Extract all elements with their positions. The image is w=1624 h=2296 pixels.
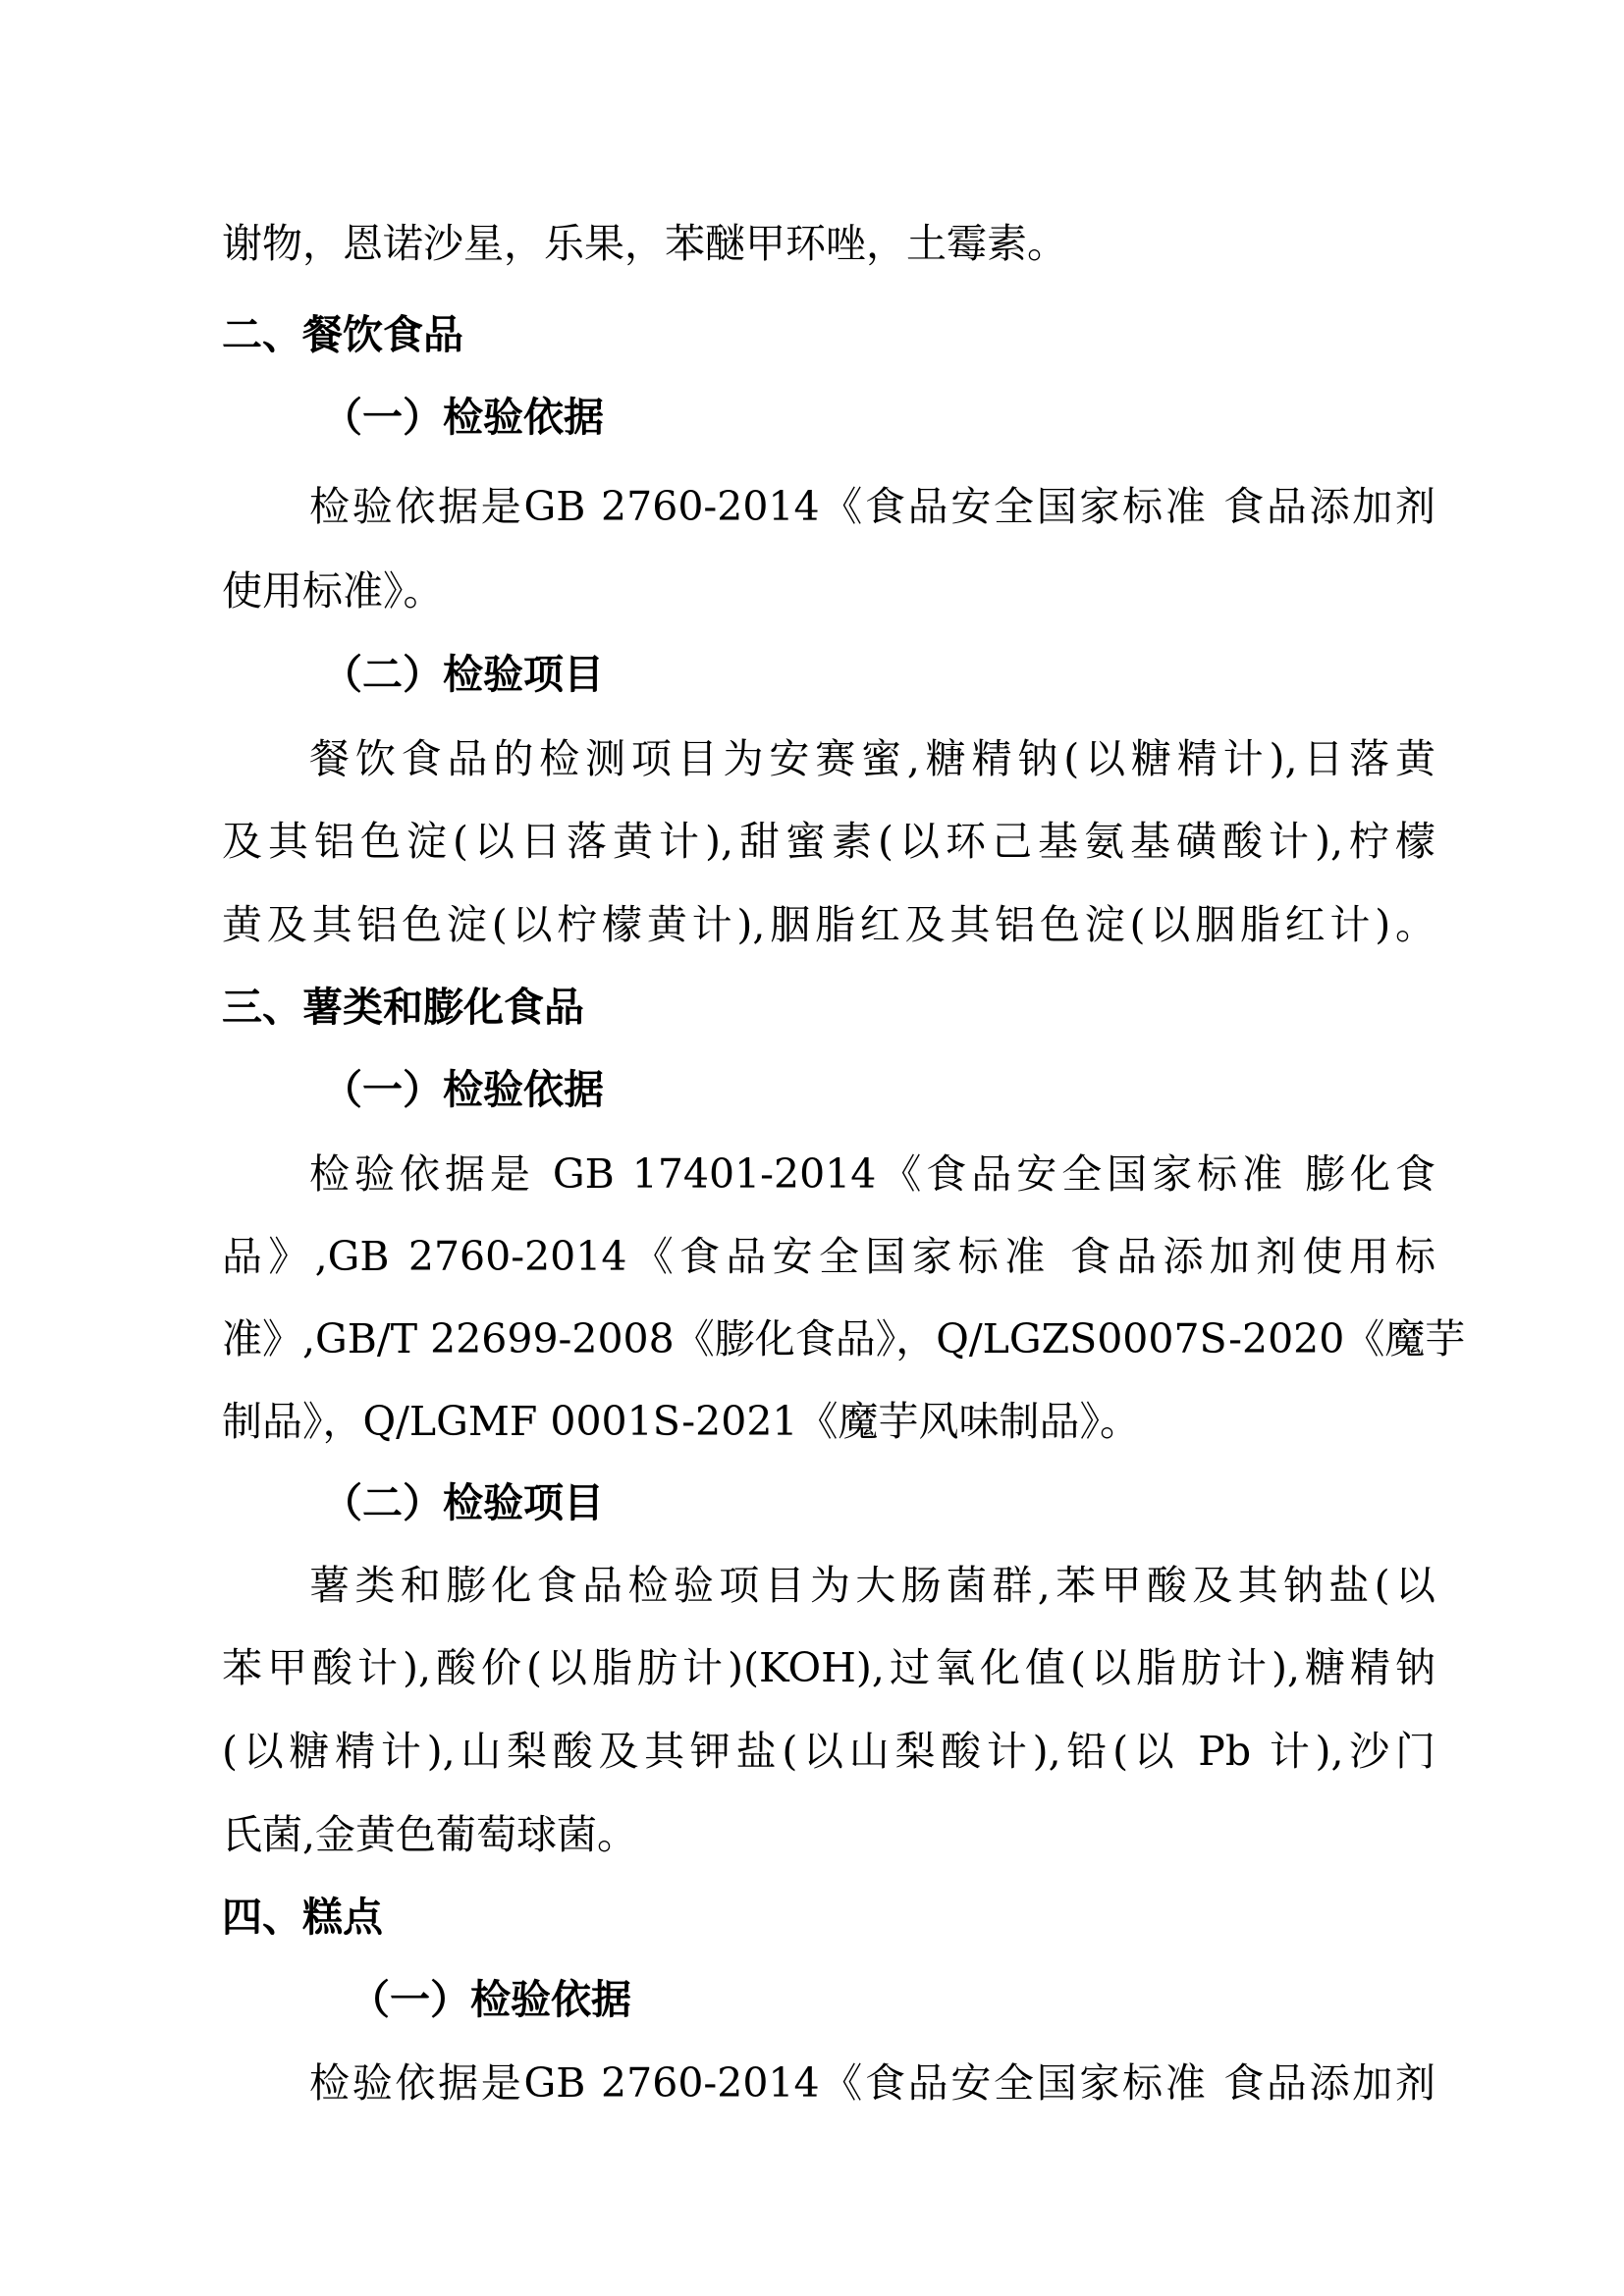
body-line: 准》,GB/T 22699-2008《膨化食品》，Q/LGZS0007S-2020《魔芋 [222, 1315, 1466, 1362]
body-line: 餐饮食品的检测项目为安赛蜜,糖精钠(以糖精计),日落黄 [309, 735, 1435, 782]
body-line: (以糖精计),山梨酸及其钾盐(以山梨酸计),铅(以 Pb 计),沙门 [222, 1728, 1435, 1775]
body-line: 制品》，Q/LGMF 0001S-2021《魔芋风味制品》。 [222, 1398, 1140, 1445]
subsection-heading: （一）检验依据 [350, 1976, 631, 2023]
body-line: 品》,GB 2760-2014《食品安全国家标准 食品添加剂使用标 [222, 1233, 1435, 1280]
section-heading: 三、薯类和膨化食品 [222, 984, 584, 1031]
section-heading: 四、糕点 [222, 1894, 383, 1941]
body-line: 及其铝色淀(以日落黄计),甜蜜素(以环己基氨基磺酸计),柠檬 [222, 818, 1435, 865]
body-line: 使用标准》。 [222, 567, 444, 614]
body-line: 检验依据是 GB 17401-2014《食品安全国家标准 膨化食 [309, 1150, 1435, 1198]
body-line: 检验依据是GB 2760-2014《食品安全国家标准 食品添加剂 [309, 2059, 1435, 2107]
body-line: 苯甲酸计),酸价(以脂肪计)(KOH),过氧化值(以脂肪计),糖精钠 [222, 1644, 1435, 1691]
body-line: 谢物，恩诺沙星，乐果，苯醚甲环唑，土霉素。 [222, 220, 1067, 267]
body-line: 黄及其铝色淀(以柠檬黄计),胭脂红及其铝色淀(以胭脂红计)。 [222, 901, 1435, 948]
body-line: 氏菌,金黄色葡萄球菌。 [222, 1811, 638, 1858]
section-heading: 二、餐饮食品 [222, 311, 463, 358]
subsection-heading: （一）检验依据 [322, 1066, 604, 1113]
body-line: 检验依据是GB 2760-2014《食品安全国家标准 食品添加剂 [309, 483, 1435, 530]
body-line: 薯类和膨化食品检验项目为大肠菌群,苯甲酸及其钠盐(以 [309, 1562, 1435, 1609]
subsection-heading: （一）检验依据 [322, 394, 604, 441]
subsection-heading: （二）检验项目 [322, 1479, 604, 1526]
subsection-heading: （二）检验项目 [322, 651, 604, 698]
